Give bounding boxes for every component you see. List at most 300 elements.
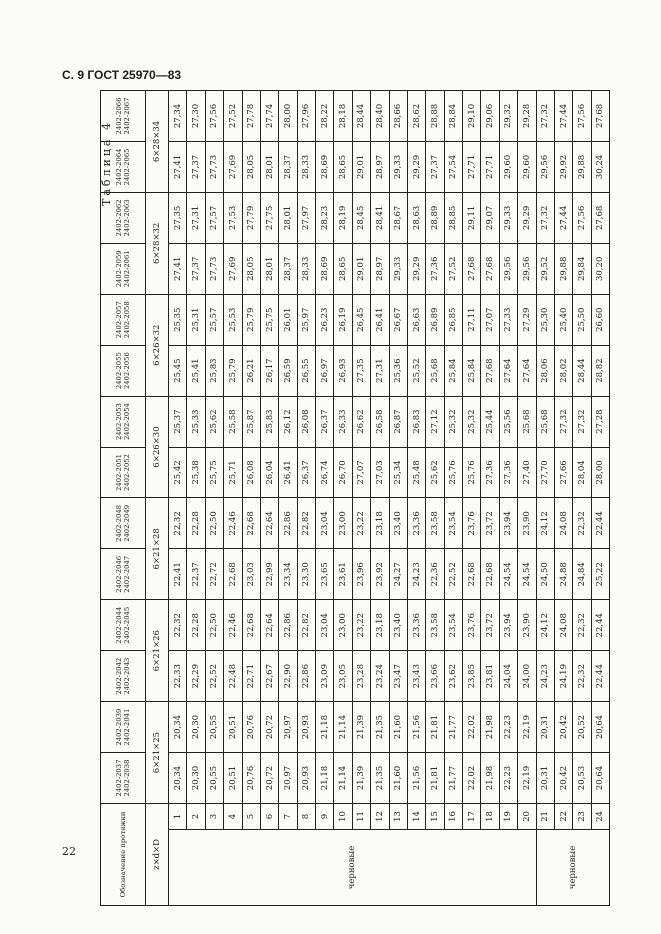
cell-value: 29,29	[407, 142, 425, 193]
cell-value: 26,55	[297, 345, 315, 396]
cell-value: 29,07	[481, 192, 499, 243]
cell-value: 24,12	[536, 498, 554, 549]
cell-value: 20,53	[573, 753, 591, 804]
column-code	[101, 243, 146, 294]
table-row	[205, 91, 223, 906]
column-code	[101, 396, 146, 447]
cell-value: 26,58	[371, 396, 389, 447]
cell-value: 21,98	[481, 702, 499, 753]
cell-value: 22,52	[444, 549, 462, 600]
cell-value: 23,18	[371, 498, 389, 549]
cell-value: 22,19	[518, 753, 536, 804]
zdd-header: z×d×D	[146, 803, 169, 905]
cell-value: 25,36	[389, 345, 407, 396]
cell-value: 27,33	[499, 294, 517, 345]
cell-value: 27,64	[518, 345, 536, 396]
cell-value: 21,81	[426, 753, 444, 804]
table-row	[499, 91, 517, 906]
cell-value: 28,69	[316, 243, 334, 294]
column-code	[101, 702, 146, 753]
cell-value: 28,84	[444, 91, 462, 142]
cell-value: 23,28	[352, 651, 370, 702]
cell-value: 22,86	[279, 600, 297, 651]
cell-value: 23,04	[316, 600, 334, 651]
tooth-number: 20	[518, 803, 536, 829]
cell-value: 28,85	[444, 192, 462, 243]
group-header: 6×21×26	[146, 600, 169, 702]
cell-value: 22,52	[205, 651, 223, 702]
cell-value: 23,54	[444, 498, 462, 549]
cell-value: 25,31	[187, 294, 205, 345]
cell-value: 21,39	[352, 702, 370, 753]
cell-value: 25,62	[205, 396, 223, 447]
column-code-a: 2402-2039	[115, 708, 123, 746]
cell-value: 27,35	[352, 345, 370, 396]
cell-value: 28,00	[279, 91, 297, 142]
cell-value: 22,32	[573, 651, 591, 702]
cell-value: 21,39	[352, 753, 370, 804]
cell-value: 28,37	[279, 243, 297, 294]
cell-value: 27,54	[444, 142, 462, 193]
tooth-number: 3	[205, 803, 223, 829]
cell-value: 27,41	[169, 243, 187, 294]
tooth-number: 4	[224, 803, 242, 829]
cell-value: 27,53	[224, 192, 242, 243]
column-code-b: 2402-2045	[123, 606, 131, 644]
cell-value: 24,04	[499, 651, 517, 702]
cell-value: 28,05	[242, 243, 260, 294]
cell-value: 25,83	[260, 396, 278, 447]
cell-value: 22,50	[205, 600, 223, 651]
tooth-number: 10	[334, 803, 352, 829]
cell-value: 22,28	[187, 498, 205, 549]
cell-value: 25,75	[260, 294, 278, 345]
column-code-b: 2402-2038	[123, 759, 131, 797]
cell-value: 28,89	[426, 192, 444, 243]
cell-value: 28,44	[573, 345, 591, 396]
cell-value: 22,82	[297, 498, 315, 549]
cell-value: 29,88	[573, 142, 591, 193]
table-row	[407, 91, 425, 906]
cell-value: 28,66	[389, 91, 407, 142]
column-code	[101, 91, 146, 142]
cell-value: 25,34	[389, 447, 407, 498]
cell-value: 27,56	[205, 91, 223, 142]
cell-value: 23,76	[463, 498, 481, 549]
group-label-chernovye-2: черновые	[536, 830, 610, 906]
tooth-number: 1	[169, 803, 187, 829]
cell-value: 25,53	[224, 294, 242, 345]
cell-value: 22,23	[499, 702, 517, 753]
cell-value: 23,22	[352, 600, 370, 651]
table-row	[169, 91, 187, 906]
cell-value: 28,97	[371, 142, 389, 193]
cell-value: 25,44	[481, 396, 499, 447]
cell-value: 25,84	[444, 345, 462, 396]
cell-value: 28,06	[536, 345, 554, 396]
cell-value: 25,62	[426, 447, 444, 498]
column-code	[101, 600, 146, 651]
cell-value: 23,40	[389, 600, 407, 651]
cell-value: 22,64	[260, 498, 278, 549]
group-header: 6×21×28	[146, 498, 169, 600]
cell-value: 27,97	[297, 192, 315, 243]
table-row	[591, 91, 609, 906]
table-row	[187, 91, 205, 906]
cell-value: 22,23	[499, 753, 517, 804]
cell-value: 20,64	[591, 753, 609, 804]
tooth-number: 15	[426, 803, 444, 829]
tooth-number: 16	[444, 803, 462, 829]
table-label: Таблица 4	[100, 120, 113, 206]
cell-value: 23,58	[426, 600, 444, 651]
cell-value: 27,29	[518, 294, 536, 345]
cell-value: 27,68	[591, 192, 609, 243]
cell-value: 29,52	[536, 243, 554, 294]
cell-value: 25,32	[444, 396, 462, 447]
tooth-number: 7	[279, 803, 297, 829]
cell-value: 28,05	[242, 142, 260, 193]
cell-value: 20,51	[224, 753, 242, 804]
cell-value: 27,73	[205, 142, 223, 193]
group-header: 6×26×30	[146, 396, 169, 498]
cell-value: 21,14	[334, 753, 352, 804]
cell-value: 27,57	[205, 192, 223, 243]
cell-value: 27,41	[169, 142, 187, 193]
cell-value: 27,69	[224, 243, 242, 294]
cell-value: 22,32	[573, 498, 591, 549]
cell-value: 29,28	[518, 91, 536, 142]
tooth-number: 19	[499, 803, 517, 829]
cell-value: 27,74	[260, 91, 278, 142]
cell-value: 25,37	[169, 396, 187, 447]
cell-value: 23,18	[371, 600, 389, 651]
cell-value: 27,70	[536, 447, 554, 498]
tooth-number: 17	[463, 803, 481, 829]
column-code	[101, 651, 146, 702]
cell-value: 26,97	[316, 345, 334, 396]
cell-value: 29,06	[481, 91, 499, 142]
cell-value: 23,94	[499, 600, 517, 651]
cell-value: 23,72	[481, 498, 499, 549]
group-label-chernovye: черновые	[169, 830, 537, 906]
cell-value: 25,79	[242, 294, 260, 345]
column-code-a: 2402-2053	[115, 403, 123, 441]
cell-value: 20,76	[242, 702, 260, 753]
cell-value: 22,36	[426, 549, 444, 600]
tooth-number: 11	[352, 803, 370, 829]
cell-value: 23,92	[371, 549, 389, 600]
cell-value: 28,44	[352, 91, 370, 142]
cell-value: 23,47	[389, 651, 407, 702]
cell-value: 27,11	[463, 294, 481, 345]
cell-value: 25,42	[169, 447, 187, 498]
cell-value: 27,44	[554, 192, 572, 243]
column-code	[101, 549, 146, 600]
cell-value: 21,77	[444, 702, 462, 753]
cell-value: 27,66	[554, 447, 572, 498]
cell-value: 27,36	[426, 243, 444, 294]
cell-value: 25,97	[297, 294, 315, 345]
cell-value: 26,23	[316, 294, 334, 345]
cell-value: 28,82	[591, 345, 609, 396]
cell-value: 23,40	[389, 498, 407, 549]
table-row	[481, 91, 499, 906]
cell-value: 22,64	[260, 600, 278, 651]
cell-value: 27,12	[426, 396, 444, 447]
cell-value: 27,64	[499, 345, 517, 396]
cell-value: 23,30	[297, 549, 315, 600]
column-code-a: 2402-2059	[115, 250, 123, 288]
cell-value: 28,40	[371, 91, 389, 142]
table-row	[371, 91, 389, 906]
cell-value: 22,02	[463, 702, 481, 753]
cell-value: 22,32	[573, 600, 591, 651]
cell-value: 21,60	[389, 753, 407, 804]
cell-value: 20,97	[279, 753, 297, 804]
cell-value: 22,19	[518, 702, 536, 753]
cell-value: 25,87	[242, 396, 260, 447]
cell-value: 26,04	[260, 447, 278, 498]
cell-value: 25,68	[426, 345, 444, 396]
cell-value: 27,30	[187, 91, 205, 142]
cell-value: 22,82	[297, 600, 315, 651]
cell-value: 25,58	[224, 396, 242, 447]
cell-value: 27,52	[444, 243, 462, 294]
cell-value: 29,33	[389, 243, 407, 294]
column-code-a: 2402-2042	[115, 657, 123, 695]
table-row	[316, 91, 334, 906]
cell-value: 26,12	[279, 396, 297, 447]
cell-value: 28,01	[279, 192, 297, 243]
cell-value: 27,31	[187, 192, 205, 243]
cell-value: 27,71	[463, 142, 481, 193]
column-code-b: 2402-2049	[123, 504, 131, 542]
cell-value: 24,00	[518, 651, 536, 702]
cell-value: 20,31	[536, 753, 554, 804]
cell-value: 22,68	[224, 549, 242, 600]
cell-value: 25,50	[573, 294, 591, 345]
group-header: 6×21×25	[146, 702, 169, 804]
cell-value: 23,04	[316, 498, 334, 549]
cell-value: 26,37	[316, 396, 334, 447]
cell-value: 27,07	[481, 294, 499, 345]
column-code	[101, 192, 146, 243]
column-code-a: 2402-2057	[115, 301, 123, 339]
cell-value: 23,43	[407, 651, 425, 702]
table-row	[334, 91, 352, 906]
cell-value: 27,44	[554, 91, 572, 142]
cell-value: 25,45	[169, 345, 187, 396]
table-row	[389, 91, 407, 906]
cell-value: 23,96	[352, 549, 370, 600]
cell-value: 28,45	[352, 192, 370, 243]
cell-value: 25,41	[187, 345, 205, 396]
column-code-b: 2402-2067	[123, 97, 131, 135]
tooth-number: 12	[371, 803, 389, 829]
cell-value: 23,24	[371, 651, 389, 702]
cell-value: 20,42	[554, 702, 572, 753]
cell-value: 20,30	[187, 753, 205, 804]
cell-value: 24,12	[536, 600, 554, 651]
cell-value: 20,34	[169, 753, 187, 804]
cell-value: 23,72	[481, 600, 499, 651]
column-code-b: 2402-2054	[123, 403, 131, 441]
cell-value: 26,08	[297, 396, 315, 447]
cell-value: 20,72	[260, 753, 278, 804]
cell-value: 22,68	[242, 600, 260, 651]
cell-value: 24,23	[536, 651, 554, 702]
cell-value: 23,03	[242, 549, 260, 600]
cell-value: 23,36	[407, 600, 425, 651]
cell-value: 28,67	[389, 192, 407, 243]
cell-value: 26,21	[242, 345, 260, 396]
tooth-number: 9	[316, 803, 334, 829]
tooth-number: 5	[242, 803, 260, 829]
cell-value: 26,17	[260, 345, 278, 396]
rotated-table-block	[100, 90, 610, 906]
cell-value: 24,88	[554, 549, 572, 600]
cell-value: 29,88	[554, 243, 572, 294]
column-code-b: 2402-2052	[123, 454, 131, 491]
cell-value: 22,02	[463, 753, 481, 804]
cell-value: 23,65	[316, 549, 334, 600]
cell-value: 20,55	[205, 753, 223, 804]
cell-value: 22,86	[279, 498, 297, 549]
cell-value: 21,14	[334, 702, 352, 753]
tooth-number: 2	[187, 803, 205, 829]
cell-value: 21,18	[316, 702, 334, 753]
column-code-a: 2402-2046	[115, 555, 123, 593]
cell-value: 26,83	[407, 396, 425, 447]
cell-value: 23,90	[518, 498, 536, 549]
tooth-number: 6	[260, 803, 278, 829]
cell-value: 28,88	[426, 91, 444, 142]
cell-value: 23,22	[352, 498, 370, 549]
cell-value: 29,56	[499, 243, 517, 294]
cell-value: 28,18	[334, 91, 352, 142]
cell-value: 21,81	[426, 702, 444, 753]
cell-value: 23,66	[426, 651, 444, 702]
cell-value: 27,35	[169, 192, 187, 243]
cell-value: 29,92	[554, 142, 572, 193]
cell-value: 27,32	[573, 396, 591, 447]
cell-value: 23,58	[426, 498, 444, 549]
tooth-number: 8	[297, 803, 315, 829]
cell-value: 25,79	[224, 345, 242, 396]
cell-value: 25,75	[205, 447, 223, 498]
cell-value: 26,63	[407, 294, 425, 345]
table-row	[536, 91, 554, 906]
group-header: 6×28×34	[146, 91, 169, 193]
cell-value: 26,85	[444, 294, 462, 345]
cell-value: 22,67	[260, 651, 278, 702]
cell-value: 22,46	[224, 498, 242, 549]
cell-value: 28,37	[279, 142, 297, 193]
cell-value: 27,31	[371, 345, 389, 396]
cell-value: 28,22	[316, 91, 334, 142]
cell-value: 20,76	[242, 753, 260, 804]
cell-value: 28,19	[334, 192, 352, 243]
cell-value: 27,03	[371, 447, 389, 498]
cell-value: 28,01	[260, 243, 278, 294]
cell-value: 29,56	[518, 243, 536, 294]
cell-value: 29,29	[518, 192, 536, 243]
column-code-b: 2402-2063	[123, 199, 131, 237]
cell-value: 27,52	[224, 91, 242, 142]
cell-value: 26,33	[334, 396, 352, 447]
cell-value: 26,08	[242, 447, 260, 498]
cell-value: 26,37	[297, 447, 315, 498]
cell-value: 22,48	[224, 651, 242, 702]
table-row	[573, 91, 591, 906]
cell-value: 23,62	[444, 651, 462, 702]
cell-value: 27,71	[481, 142, 499, 193]
cell-value: 26,62	[352, 396, 370, 447]
column-code	[101, 753, 146, 804]
cell-value: 22,71	[242, 651, 260, 702]
cell-value: 24,27	[389, 549, 407, 600]
column-code	[101, 294, 146, 345]
cell-value: 26,59	[279, 345, 297, 396]
cell-value: 28,97	[371, 243, 389, 294]
cell-value: 26,93	[334, 345, 352, 396]
cell-value: 28,63	[407, 192, 425, 243]
cell-value: 28,33	[297, 142, 315, 193]
cell-value: 20,55	[205, 702, 223, 753]
column-code-a: 2402-2037	[115, 759, 123, 797]
cell-value: 25,52	[407, 345, 425, 396]
cell-value: 20,30	[187, 702, 205, 753]
cell-value: 27,07	[352, 447, 370, 498]
cell-value: 23,00	[334, 498, 352, 549]
cell-value: 23,81	[481, 651, 499, 702]
cell-value: 23,00	[334, 600, 352, 651]
cell-value: 23,94	[499, 498, 517, 549]
tooth-number: 18	[481, 803, 499, 829]
cell-value: 22,99	[260, 549, 278, 600]
tooth-number: 22	[554, 803, 572, 829]
cell-value: 22,44	[591, 498, 609, 549]
page-header: С. 9 ГОСТ 25970—83	[62, 68, 182, 82]
cell-value: 24,19	[554, 651, 572, 702]
cell-value: 23,09	[316, 651, 334, 702]
cell-value: 29,84	[573, 243, 591, 294]
table-row	[242, 91, 260, 906]
cell-value: 26,19	[334, 294, 352, 345]
cell-value: 27,56	[573, 192, 591, 243]
group-header: 6×28×32	[146, 192, 169, 294]
column-code	[101, 447, 146, 498]
cell-value: 28,02	[554, 345, 572, 396]
cell-value: 22,44	[591, 600, 609, 651]
cell-value: 29,11	[463, 192, 481, 243]
cell-value: 26,67	[389, 294, 407, 345]
cell-value: 29,33	[499, 192, 517, 243]
cell-value: 26,74	[316, 447, 334, 498]
cell-value: 25,84	[463, 345, 481, 396]
cell-value: 21,56	[407, 753, 425, 804]
cell-value: 22,44	[591, 651, 609, 702]
cell-value: 22,90	[279, 651, 297, 702]
cell-value: 22,68	[242, 498, 260, 549]
cell-value: 21,35	[371, 702, 389, 753]
cell-value: 27,32	[536, 192, 554, 243]
column-code-b: 2402-2043	[123, 657, 131, 695]
cell-value: 27,68	[481, 345, 499, 396]
cell-value: 27,68	[481, 243, 499, 294]
cell-value: 21,77	[444, 753, 462, 804]
